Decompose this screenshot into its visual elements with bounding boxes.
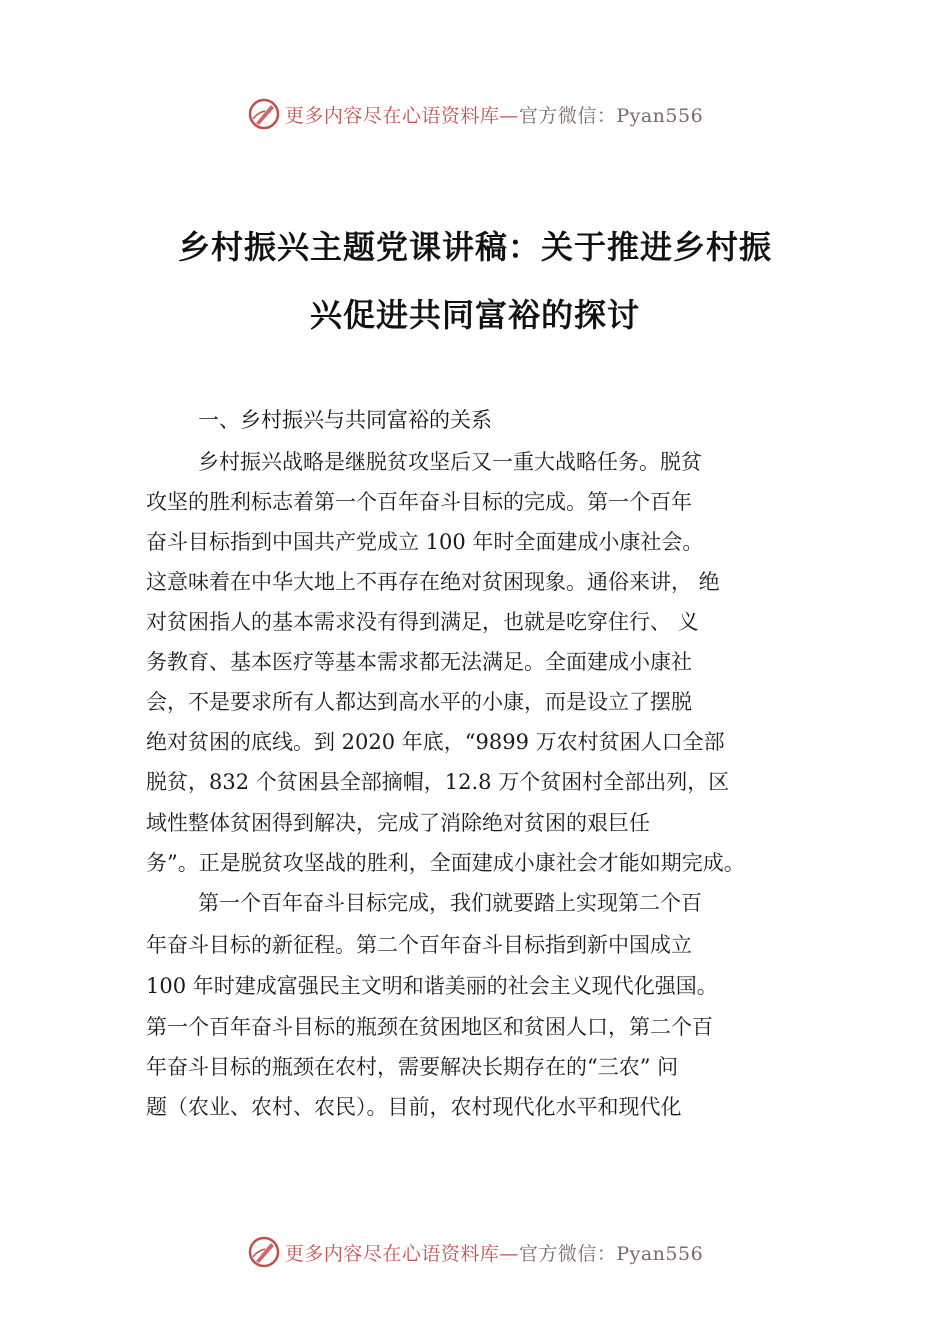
banner-text [285, 101, 703, 128]
quill-logo-icon [247, 97, 281, 131]
body-line: 务”。正是脱贫攻坚战的胜利，全面建成小康社会才能如期完成。 [146, 851, 745, 875]
body-line: 绝对贫困的底线。到 2020 年底，“9899 万农村贫困人口全部 [146, 730, 725, 754]
banner-library-text: 更多内容尽在心语资料库— [284, 104, 519, 127]
banner-library-text: 更多内容尽在心语资料库— [284, 1242, 519, 1265]
body-line: 奋斗目标指到中国共产党成立 100 年时全面建成小康社会。 [146, 530, 704, 554]
quill-logo-icon [247, 1235, 281, 1269]
footer-banner [0, 1232, 950, 1272]
body-line: 第一个百年奋斗目标的瓶颈在贫困地区和贫困人口，第二个百 [146, 1015, 713, 1039]
body-line: 务教育、基本医疗等基本需求都无法满足。全面建成小康社 [146, 650, 692, 674]
body-line: 这意味着在中华大地上不再存在绝对贫困现象。通俗来讲， 绝 [146, 570, 720, 594]
body-line: 年奋斗目标的新征程。第二个百年奋斗目标指到新中国成立 [146, 933, 692, 957]
document-title-line-1: 乡村振兴主题党课讲稿：关于推进乡村振 [177, 228, 772, 266]
banner-wechat-text: 官方微信：Pyan556 [518, 1242, 704, 1265]
body-line: 题（农业、农村、农民）。目前，农村现代化水平和现代化 [146, 1095, 682, 1119]
body-line: 年奋斗目标的瓶颈在农村，需要解决长期存在的“三农” 问 [146, 1055, 679, 1079]
banner-wechat-text: 官方微信：Pyan556 [518, 104, 704, 127]
section-heading: 一、乡村振兴与共同富裕的关系 [198, 408, 492, 432]
body-line: 攻坚的胜利标志着第一个百年奋斗目标的完成。第一个百年 [146, 490, 692, 514]
body-line: 脱贫，832 个贫困县全部摘帽，12.8 万个贫困村全部出列，区 [146, 770, 730, 794]
body-line: 会，不是要求所有人都达到高水平的小康，而是设立了摆脱 [146, 690, 692, 714]
banner-text [285, 1239, 703, 1266]
document-title-line-2: 兴促进共同富裕的探讨 [309, 296, 640, 334]
body-line: 对贫困指人的基本需求没有得到满足，也就是吃穿住行、 义 [146, 610, 699, 634]
body-line: 第一个百年奋斗目标完成，我们就要踏上实现第二个百 [198, 891, 702, 915]
body-line: 100 年时建成富强民主文明和谐美丽的社会主义现代化强国。 [146, 974, 718, 998]
header-banner [0, 94, 950, 134]
body-line: 域性整体贫困得到解决，完成了消除绝对贫困的艰巨任 [146, 811, 650, 835]
body-line: 乡村振兴战略是继脱贫攻坚后又一重大战略任务。脱贫 [198, 450, 702, 474]
